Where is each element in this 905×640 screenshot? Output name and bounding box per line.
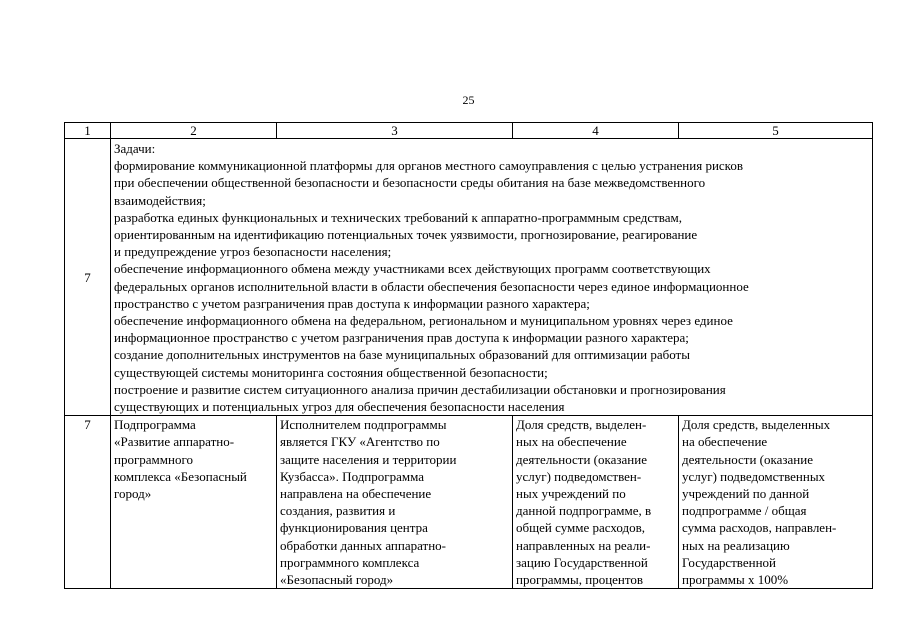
description-line: программного комплекса <box>280 554 420 570</box>
tasks-row <box>65 139 873 416</box>
description-line: создания, развития и <box>280 503 396 519</box>
indicator-line: ных на обеспечение <box>516 434 627 450</box>
subprogram-row <box>65 416 873 589</box>
tasks-line: пространство с учетом разграничения прав доступа к информации разного характера; <box>114 295 590 311</box>
subprogram-name-line: Подпрограмма <box>114 417 196 433</box>
description-line: «Безопасный город» <box>280 572 394 588</box>
calculation-line: подпрограмме / общая <box>682 503 807 519</box>
tasks-line: федеральных органов исполнительной власти в области обеспечения безопасности через единое информационное <box>114 278 749 294</box>
tasks-line: взаимодействия; <box>114 192 206 208</box>
tasks-line: построение и развитие систем ситуационного анализа причин дестабилизации обстановки и прогнозирования <box>114 381 726 397</box>
calculation-line: на обеспечение <box>682 434 768 450</box>
description-line: является ГКУ «Агентство по <box>280 434 440 450</box>
indicator-line: деятельности (оказание <box>516 451 647 467</box>
tasks-cell <box>111 139 873 416</box>
indicator-line: программы, процентов <box>516 572 644 588</box>
indicator-line: направленных на реали- <box>516 537 651 553</box>
tasks-line: и предупреждение угроз безопасности населения; <box>114 244 392 260</box>
description-line: функционирования центра <box>280 520 428 536</box>
subprogram-name-line: город» <box>114 486 152 502</box>
tasks-line: обеспечение информационного обмена между участниками всех действующих программ соответствующих <box>114 261 711 277</box>
header-cell-3: 3 <box>277 123 513 139</box>
indicator-line: ных учреждений по <box>516 486 626 502</box>
subprogram-name-line: программного <box>114 451 193 467</box>
header-cell-1: 1 <box>65 123 111 139</box>
indicator-line: общей сумме расходов, <box>516 520 646 536</box>
tasks-line: ориентированным на идентификацию потенциальных точек уязвимости, прогнозирование, реагирование <box>114 227 698 243</box>
indicator-line: данной подпрограмме, в <box>516 503 652 519</box>
tasks-line: существующей системы мониторинга состояния общественной безопасности; <box>114 364 548 380</box>
description-line: защите населения и территории <box>280 451 457 467</box>
tasks-line: существующих и потенциальных угроз для обеспечения безопасности населения <box>114 399 565 415</box>
calculation-line: учреждений по данной <box>682 486 810 502</box>
tasks-line: обеспечение информационного обмена на федеральном, региональном и муниципальном уровнях через единое <box>114 313 733 329</box>
description-line: Исполнителем подпрограммы <box>280 417 447 433</box>
calculation-line: услуг) подведомственных <box>682 468 826 484</box>
calculation-line: Государственной <box>682 554 777 570</box>
indicator-name-cell <box>513 416 679 589</box>
subprogram-name-cell <box>111 416 277 589</box>
header-cell-2: 2 <box>111 123 277 139</box>
calculation-line: ных на реализацию <box>682 537 790 553</box>
tasks-heading: Задачи: <box>114 141 156 156</box>
row-number-cell: 7 <box>65 139 111 416</box>
calculation-line: Доля средств, выделенных <box>682 417 831 433</box>
header-cell-4: 4 <box>513 123 679 139</box>
description-line: Кузбасса». Подпрограмма <box>280 468 425 484</box>
tasks-line: при обеспечении общественной безопасности и безопасности среды обитания на базе межведомственного <box>114 175 706 191</box>
tasks-line: создание дополнительных инструментов на базе муниципальных образований для оптимизации работы <box>114 347 690 363</box>
indicator-line: услуг) подведомствен- <box>516 468 642 484</box>
subprogram-name-line: «Развитие аппаратно- <box>114 434 235 450</box>
subprogram-description-cell <box>277 416 513 589</box>
calculation-line: сумма расходов, направлен- <box>682 520 837 536</box>
calculation-method-cell <box>679 416 873 589</box>
indicator-line: Доля средств, выделен- <box>516 417 647 433</box>
indicator-line: зацию Государственной <box>516 554 648 570</box>
calculation-line: программы х 100% <box>682 572 789 588</box>
header-row <box>65 123 873 139</box>
page-number: 25 <box>462 93 475 107</box>
description-line: направлена на обеспечение <box>280 486 432 502</box>
header-cell-5: 5 <box>679 123 873 139</box>
subprogram-name-line: комплекса «Безопасный <box>114 468 247 484</box>
row-number-cell: 7 <box>65 416 111 589</box>
description-line: обработки данных аппаратно- <box>280 537 446 553</box>
calculation-line: деятельности (оказание <box>682 451 813 467</box>
tasks-line: информационное пространство с учетом разграничения прав доступа к информации разного характера; <box>114 330 689 346</box>
tasks-line: формирование коммуникационной платформы для органов местного самоуправления с целью устранения рисков <box>114 158 743 174</box>
program-table <box>64 122 873 589</box>
tasks-line: разработка единых функциональных и технических требований к аппаратно-программным средствам, <box>114 209 683 225</box>
